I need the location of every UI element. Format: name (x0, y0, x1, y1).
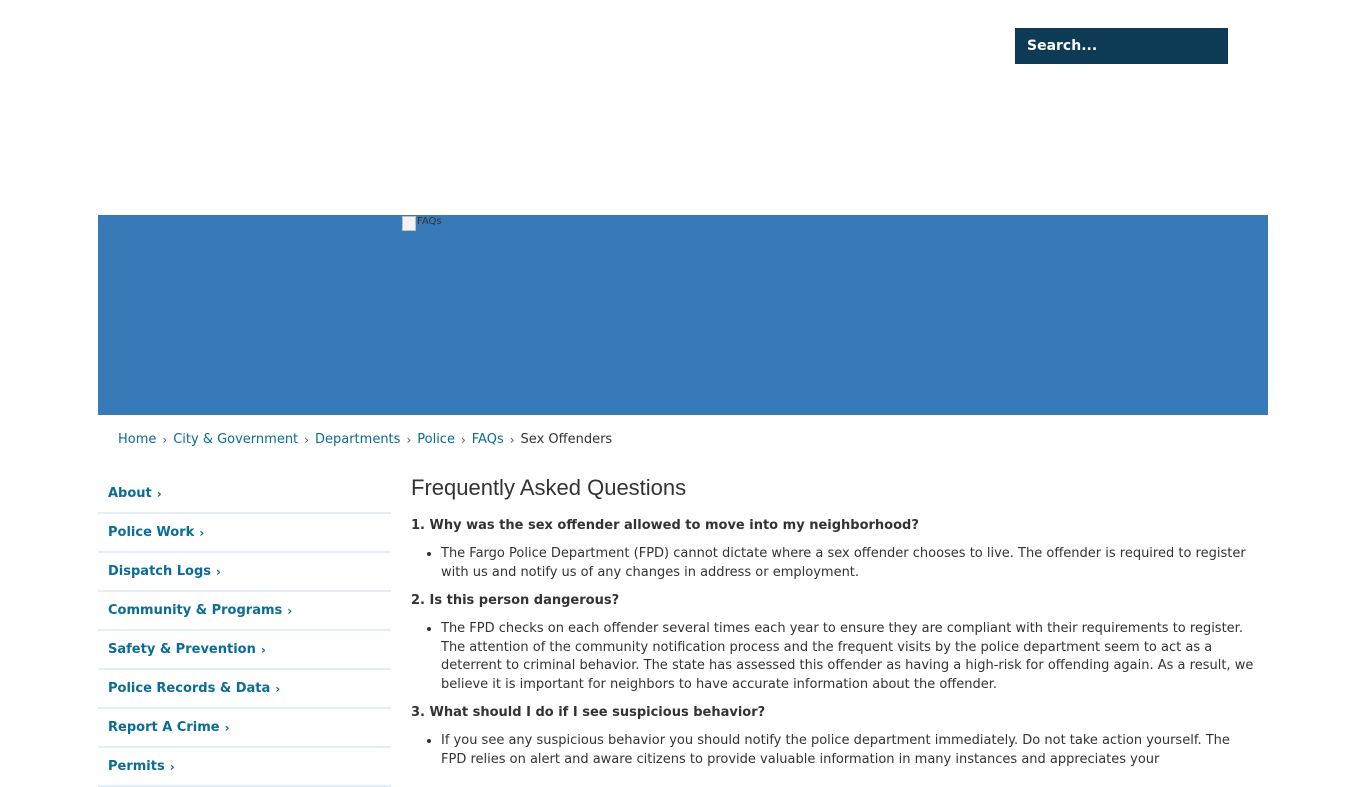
sidebar-item-label: Police Records & Data (108, 681, 271, 696)
banner-image-alt: FAQs (417, 216, 442, 227)
page-title: Frequently Asked Questions (411, 475, 687, 500)
breadcrumb-police[interactable]: Police (417, 432, 455, 447)
breadcrumb-separator: › (304, 432, 309, 447)
sidebar-item-community-programs[interactable] (98, 592, 391, 631)
sidebar-item-police-records-data[interactable] (98, 670, 391, 709)
breadcrumb-departments[interactable]: Departments (314, 432, 401, 447)
sidebar-item-dispatch-logs[interactable] (98, 553, 391, 592)
sidebar-item-label: Permits (108, 759, 165, 774)
breadcrumb-city-government[interactable]: City & Government (173, 432, 299, 447)
sidebar-item-label: Dispatch Logs (108, 564, 212, 579)
sidebar-item-label: Community & Programs (108, 603, 283, 618)
search-input[interactable] (1025, 37, 1218, 55)
breadcrumb-current: Sex Offenders (520, 432, 613, 447)
sidebar-item-safety-prevention[interactable] (98, 631, 391, 670)
faq-question: 3. What should I do if I see suspicious behavior? (411, 705, 766, 720)
banner (98, 215, 1268, 415)
banner-image (402, 216, 442, 231)
faq-question: 1. Why was the sex offender allowed to move into my neighborhood? (411, 518, 919, 533)
faq-answer: • If you see any suspicious behavior you should notify the police department immediately. Do not take action yourself. The FPD relies on alert and aware citizens to provide valuable information in many instances and appreciates your (441, 732, 1256, 769)
breadcrumb-separator: › (460, 432, 466, 447)
sidebar-nav (98, 475, 391, 787)
sidebar-item-label: About (108, 486, 152, 501)
faq-answer-list (411, 732, 1256, 769)
sidebar-item-report-a-crime[interactable] (98, 709, 391, 748)
sidebar-item-label: Report A Crime (108, 720, 220, 735)
search-box[interactable] (1015, 28, 1228, 64)
faq-answer-list (411, 545, 1256, 582)
sidebar-item-label: Safety & Prevention (108, 642, 256, 657)
sidebar-item-police-work[interactable] (98, 514, 391, 553)
breadcrumb-separator: › (406, 432, 412, 447)
chevron-right-icon: › (216, 564, 221, 579)
broken-image-icon (402, 216, 416, 231)
sidebar-item-about[interactable] (98, 475, 391, 514)
faq-question: 2. Is this person dangerous? (411, 593, 620, 608)
main-content (411, 474, 1256, 779)
chevron-right-icon: › (260, 642, 266, 657)
chevron-right-icon: › (156, 486, 162, 501)
breadcrumb-separator: › (162, 432, 168, 447)
chevron-right-icon: › (169, 759, 175, 774)
chevron-right-icon: › (275, 681, 281, 696)
faq-answer-list (411, 620, 1256, 694)
breadcrumb (118, 432, 612, 447)
breadcrumb-faqs[interactable]: FAQs (471, 432, 504, 447)
breadcrumb-separator: › (509, 432, 515, 447)
faq-answer: • The Fargo Police Department (FPD) cannot dictate where a sex offender chooses to live. The offender is required to register with us and notify us of any changes in address or employment. (441, 545, 1256, 582)
chevron-right-icon: › (199, 525, 205, 540)
faq-answer: • The FPD checks on each offender several times each year to ensure they are compliant with their requirements to register. The attention of the community notification process and the frequent visits by the police department seem to act as a deterrent to criminal behavior. The state has assessed this offender as having a high-risk for offending again. As a result, we believe it is important for neighbors to have accurate information about the offender. (441, 620, 1256, 694)
sidebar-item-label: Police Work (108, 525, 195, 540)
breadcrumb-home[interactable]: Home (118, 432, 157, 447)
chevron-right-icon: › (287, 603, 293, 618)
chevron-right-icon: › (224, 720, 230, 735)
